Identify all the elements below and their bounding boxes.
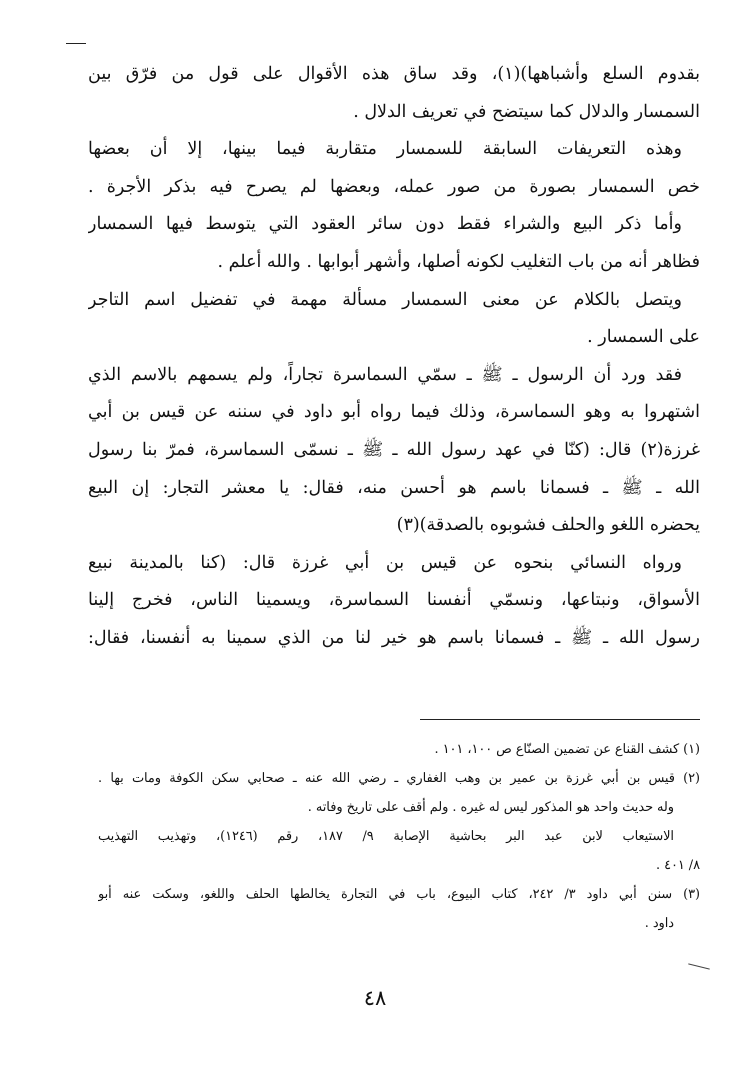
body-line: على السمسار . [587, 327, 700, 348]
body-line: اشتهروا به وهو السماسرة، وذلك فيما رواه أبو داود في سننه عن قيس بن أبي [88, 402, 700, 423]
footnote-line: (١) كشف القناع عن تضمين الصنّاع ص ١٠٠، ١٠١ . [434, 742, 700, 757]
footnote-line: ٨/ ٤٠١ . [655, 858, 700, 873]
footnote-line: وله حديث واحد هو المذكور ليس له غيره . ولم أقف على تاريخ وفاته . [307, 800, 674, 815]
body-line: الله ـ ﷺ ـ فسمانا باسم هو أحسن منه، فقال: يا معشر التجار: إن البيع [88, 477, 700, 498]
body-line: الأسواق، ونبتاعها، ونسمّي أنفسنا السماسرة، ويسمينا الناس، فخرج إلينا [88, 590, 700, 611]
footnote-line: داود . [644, 916, 674, 931]
body-line: يحضره اللغو والحلف فشوبوه بالصدقة)(٣) [396, 515, 700, 536]
body-line: ويتصل بالكلام عن معنى السمسار مسألة مهمة في تفضيل اسم التاجر [88, 289, 682, 310]
footnote-line: الاستيعاب لابن عبد البر بحاشية الإصابة ٩/ ١٨٧، رقم (١٢٤٦)، وتهذيب التهذيب [98, 829, 674, 844]
body-line: وأما ذكر البيع والشراء فقط دون سائر العقود التي يتوسط فيها السمسار [88, 214, 682, 235]
body-line: رسول الله ـ ﷺ ـ فسمانا باسم هو خير لنا من الذي سمينا به أنفسنا، فقال: [88, 627, 700, 648]
footnote-separator [420, 719, 700, 720]
body-line: وهذه التعريفات السابقة للسمسار متقاربة فيما بينها، إلا أن بعضها [88, 139, 682, 160]
corner-mark [66, 43, 86, 44]
body-line: غرزة(٢) قال: (كنّا في عهد رسول الله ـ ﷺ ـ نسمّى السماسرة، فمرّ بنا رسول [88, 439, 700, 460]
footnotes [98, 735, 700, 938]
margin-mark [688, 963, 710, 969]
body-line: ورواه النسائي بنحوه عن قيس بن أبي غرزة قال: (كنا بالمدينة نبيع [88, 552, 682, 573]
body-line: فقد ورد أن الرسول ـ ﷺ ـ سمّي السماسرة تجاراً، ولم يسمهم بالاسم الذي [88, 364, 682, 385]
body-line: خص السمسار بصورة من صور عمله، وبعضها لم يصرح فيه بذكر الأجرة . [88, 176, 700, 197]
body-line: السمسار والدلال كما سيتضح في تعريف الدلال . [353, 101, 700, 122]
body-line: بقدوم السلع وأشباهها)(١)، وقد ساق هذه الأقوال على قول من فرّق بين [88, 64, 700, 84]
footnote-line: (٢) قيس بن أبي غرزة بن عمير بن وهب الغفاري ـ رضي الله عنه ـ صحابي سكن الكوفة ومات بها . [98, 771, 700, 786]
body-line: فظاهر أنه من باب التغليب لكونه أصلها، وأشهر أبوابها . والله أعلم . [217, 251, 700, 272]
footnote-line: (٣) سنن أبي داود ٣/ ٢٤٢، كتاب البيوع، باب في التجارة يخالطها الحلف واللغو، وسكت عنه أبو [98, 887, 700, 902]
page-number: ٤٨ [363, 986, 387, 1010]
main-text [88, 56, 700, 658]
